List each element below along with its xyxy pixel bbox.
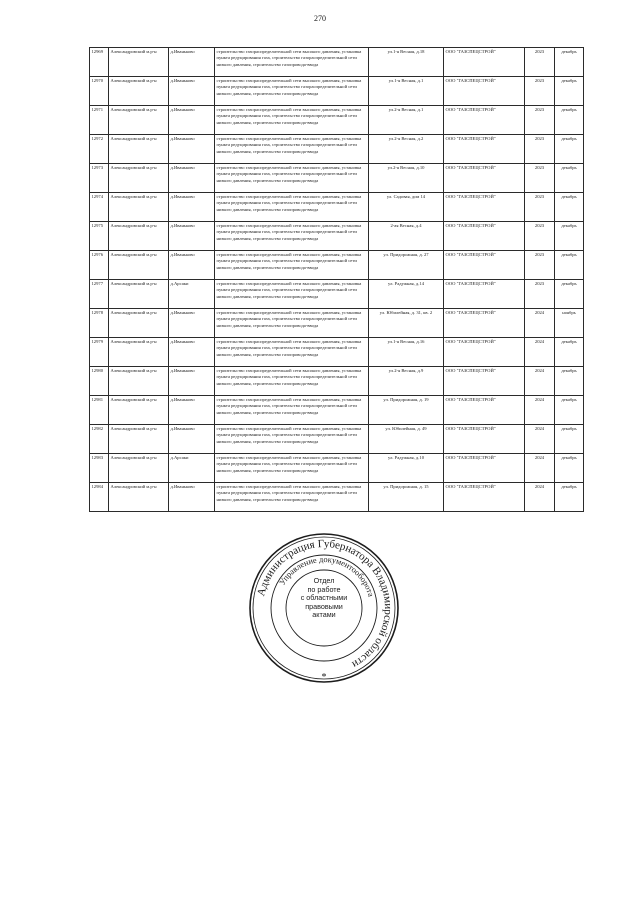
work-description-cell: строительство газораспределительной сети высокого давления, установка пункта редуцирования газа, строительство газораспределительной сети низкого давления, строительство газопровода-ввода	[215, 338, 369, 367]
district-cell: Александровский м.р-н	[109, 454, 169, 483]
organization-cell: ООО "ГАЗСПЕЦСТРОЙ"	[444, 280, 525, 309]
year-cell: 2023	[525, 77, 555, 106]
organization-cell: ООО "ГАЗСПЕЦСТРОЙ"	[444, 164, 525, 193]
organization-cell: ООО "ГАЗСПЕЦСТРОЙ"	[444, 338, 525, 367]
month-cell: декабрь	[555, 164, 584, 193]
work-description-cell: строительство газораспределительной сети высокого давления, установка пункта редуцирования газа, строительство газораспределительной сети низкого давления, строительство газопровода-ввода	[215, 251, 369, 280]
table-row	[90, 222, 584, 251]
year-cell: 2024	[525, 309, 555, 338]
locality-cell: д.Иваньково	[169, 222, 215, 251]
address-cell: ул. Юбилейная, д. 49	[369, 425, 444, 454]
organization-cell: ООО "ГАЗСПЕЦСТРОЙ"	[444, 483, 525, 512]
row-number-cell: 12970	[90, 77, 109, 106]
table-row	[90, 280, 584, 309]
district-cell: Александровский м.р-н	[109, 338, 169, 367]
month-cell: декабрь	[555, 48, 584, 77]
organization-cell: ООО "ГАЗСПЕЦСТРОЙ"	[444, 454, 525, 483]
stamp-center-line: Отдел	[313, 576, 335, 585]
month-cell: декабрь	[555, 425, 584, 454]
row-number-cell: 12974	[90, 193, 109, 222]
row-number-cell: 12969	[90, 48, 109, 77]
work-description-cell: строительство газораспределительной сети высокого давления, установка пункта редуцирования газа, строительство газораспределительной сети низкого давления, строительство газопровода-ввода	[215, 454, 369, 483]
year-cell: 2024	[525, 396, 555, 425]
month-cell: декабрь	[555, 280, 584, 309]
district-cell: Александровский м.р-н	[109, 164, 169, 193]
address-cell: ул.1-я Весная, д.1	[369, 77, 444, 106]
month-cell: декабрь	[555, 454, 584, 483]
district-cell: Александровский м.р-н	[109, 396, 169, 425]
stamp-center-text	[289, 577, 359, 620]
year-cell: 2024	[525, 338, 555, 367]
locality-cell: д.Иваньково	[169, 367, 215, 396]
locality-cell: д.Арсаки	[169, 280, 215, 309]
district-cell: Александровский м.р-н	[109, 135, 169, 164]
work-description-cell: строительство газораспределительной сети высокого давления, установка пункта редуцирования газа, строительство газораспределительной сети низкого давления, строительство газопровода-ввода	[215, 106, 369, 135]
address-cell: 2-ая Весная, д.4	[369, 222, 444, 251]
month-cell: декабрь	[555, 135, 584, 164]
table-row	[90, 454, 584, 483]
work-description-cell: строительство газораспределительной сети высокого давления, установка пункта редуцирования газа, строительство газораспределительной сети низкого давления, строительство газопровода-ввода	[215, 77, 369, 106]
address-cell: ул.1-я Весная, д.18	[369, 48, 444, 77]
row-number-cell: 12972	[90, 135, 109, 164]
locality-cell: д.Иваньково	[169, 77, 215, 106]
month-cell: декабрь	[555, 367, 584, 396]
work-description-cell: строительство газораспределительной сети высокого давления, установка пункта редуцирования газа, строительство газораспределительной сети низкого давления, строительство газопровода-ввода	[215, 222, 369, 251]
district-cell: Александровский м.р-н	[109, 367, 169, 396]
row-number-cell: 12973	[90, 164, 109, 193]
address-cell: ул. Садовая, дом 14	[369, 193, 444, 222]
table-row	[90, 367, 584, 396]
locality-cell: д.Иваньково	[169, 425, 215, 454]
table-row	[90, 164, 584, 193]
stamp-ring-text: Администрация Губернатора Владимирской области	[255, 537, 395, 671]
organization-cell: ООО "ГАЗСПЕЦСТРОЙ"	[444, 193, 525, 222]
year-cell: 2023	[525, 280, 555, 309]
district-cell: Александровский м.р-н	[109, 48, 169, 77]
address-cell: ул.2-я Весная, д.10	[369, 164, 444, 193]
table-row	[90, 251, 584, 280]
organization-cell: ООО "ГАЗСПЕЦСТРОЙ"	[444, 309, 525, 338]
year-cell: 2024	[525, 367, 555, 396]
organization-cell: ООО "ГАЗСПЕЦСТРОЙ"	[444, 106, 525, 135]
table-row	[90, 338, 584, 367]
year-cell: 2023	[525, 251, 555, 280]
table-row	[90, 106, 584, 135]
year-cell: 2023	[525, 193, 555, 222]
organization-cell: ООО "ГАЗСПЕЦСТРОЙ"	[444, 77, 525, 106]
registry-table-body	[90, 48, 584, 512]
district-cell: Александровский м.р-н	[109, 77, 169, 106]
table-row	[90, 396, 584, 425]
stamp-center-line: по работе	[307, 584, 341, 594]
work-description-cell: строительство газораспределительной сети высокого давления, установка пункта редуцирования газа, строительство газораспределительной сети низкого давления, строительство газопровода-ввода	[215, 309, 369, 338]
address-cell: ул. Юбилейная, д. 31, кв. 2	[369, 309, 444, 338]
table-row	[90, 48, 584, 77]
row-number-cell: 12979	[90, 338, 109, 367]
district-cell: Александровский м.р-н	[109, 309, 169, 338]
table-row	[90, 309, 584, 338]
address-cell: ул. Придорожная, д. 19	[369, 396, 444, 425]
organization-cell: ООО "ГАЗСПЕЦСТРОЙ"	[444, 396, 525, 425]
address-cell: ул. Придорожная, д. 15	[369, 483, 444, 512]
organization-cell: ООО "ГАЗСПЕЦСТРОЙ"	[444, 251, 525, 280]
work-description-cell: строительство газораспределительной сети высокого давления, установка пункта редуцирования газа, строительство газораспределительной сети низкого давления, строительство газопровода-ввода	[215, 48, 369, 77]
table-row	[90, 193, 584, 222]
locality-cell: д.Иваньково	[169, 309, 215, 338]
year-cell: 2024	[525, 425, 555, 454]
table-row	[90, 135, 584, 164]
work-description-cell: строительство газораспределительной сети высокого давления, установка пункта редуцирования газа, строительство газораспределительной сети низкого давления, строительство газопровода-ввода	[215, 425, 369, 454]
year-cell: 2023	[525, 164, 555, 193]
work-description-cell: строительство газораспределительной сети высокого давления, установка пункта редуцирования газа, строительство газораспределительной сети низкого давления, строительство газопровода-ввода	[215, 367, 369, 396]
row-number-cell: 12980	[90, 367, 109, 396]
year-cell: 2023	[525, 222, 555, 251]
address-cell: ул. Придорожная, д. 27	[369, 251, 444, 280]
year-cell: 2024	[525, 454, 555, 483]
stamp-center-line: актами	[312, 610, 336, 620]
locality-cell: д.Иваньково	[169, 193, 215, 222]
locality-cell: д.Иваньково	[169, 135, 215, 164]
row-number-cell: 12984	[90, 483, 109, 512]
month-cell: декабрь	[555, 106, 584, 135]
row-number-cell: 12977	[90, 280, 109, 309]
work-description-cell: строительство газораспределительной сети высокого давления, установка пункта редуцирования газа, строительство газораспределительной сети низкого давления, строительство газопровода-ввода	[215, 135, 369, 164]
locality-cell: д.Иваньково	[169, 251, 215, 280]
stamp-star: *	[321, 672, 327, 683]
month-cell: декабрь	[555, 396, 584, 425]
locality-cell: д.Иваньково	[169, 48, 215, 77]
locality-cell: д.Арсаки	[169, 454, 215, 483]
row-number-cell: 12983	[90, 454, 109, 483]
year-cell: 2023	[525, 135, 555, 164]
organization-cell: ООО "ГАЗСПЕЦСТРОЙ"	[444, 135, 525, 164]
address-cell: ул. Радужная, д.10	[369, 454, 444, 483]
district-cell: Александровский м.р-н	[109, 251, 169, 280]
district-cell: Александровский м.р-н	[109, 193, 169, 222]
locality-cell: д.Иваньково	[169, 396, 215, 425]
month-cell: декабрь	[555, 222, 584, 251]
row-number-cell: 12978	[90, 309, 109, 338]
address-cell: ул.2-я Весная, д.1	[369, 106, 444, 135]
year-cell: 2024	[525, 483, 555, 512]
table-row	[90, 77, 584, 106]
work-description-cell: строительство газораспределительной сети высокого давления, установка пункта редуцирования газа, строительство газораспределительной сети низкого давления, строительство газопровода-ввода	[215, 193, 369, 222]
month-cell: декабрь	[555, 338, 584, 367]
district-cell: Александровский м.р-н	[109, 280, 169, 309]
stamp-inner-ring-text: Управление документооборота	[277, 554, 376, 598]
work-description-cell: строительство газораспределительной сети высокого давления, установка пункта редуцирования газа, строительство газораспределительной сети низкого давления, строительство газопровода-ввода	[215, 483, 369, 512]
district-cell: Александровский м.р-н	[109, 106, 169, 135]
organization-cell: ООО "ГАЗСПЕЦСТРОЙ"	[444, 425, 525, 454]
work-description-cell: строительство газораспределительной сети высокого давления, установка пункта редуцирования газа, строительство газораспределительной сети низкого давления, строительство газопровода-ввода	[215, 280, 369, 309]
table-row	[90, 425, 584, 454]
work-description-cell: строительство газораспределительной сети высокого давления, установка пункта редуцирования газа, строительство газораспределительной сети низкого давления, строительство газопровода-ввода	[215, 164, 369, 193]
work-description-cell: строительство газораспределительной сети высокого давления, установка пункта редуцирования газа, строительство газораспределительной сети низкого давления, строительство газопровода-ввода	[215, 396, 369, 425]
organization-cell: ООО "ГАЗСПЕЦСТРОЙ"	[444, 367, 525, 396]
month-cell: декабрь	[555, 251, 584, 280]
district-cell: Александровский м.р-н	[109, 425, 169, 454]
row-number-cell: 12971	[90, 106, 109, 135]
locality-cell: д.Иваньково	[169, 483, 215, 512]
table-row	[90, 483, 584, 512]
address-cell: ул.2-я Весная, д.2	[369, 135, 444, 164]
locality-cell: д.Иваньково	[169, 164, 215, 193]
organization-cell: ООО "ГАЗСПЕЦСТРОЙ"	[444, 48, 525, 77]
organization-cell: ООО "ГАЗСПЕЦСТРОЙ"	[444, 222, 525, 251]
row-number-cell: 12975	[90, 222, 109, 251]
row-number-cell: 12976	[90, 251, 109, 280]
month-cell: декабрь	[555, 483, 584, 512]
registry-table	[89, 47, 584, 512]
row-number-cell: 12981	[90, 396, 109, 425]
district-cell: Александровский м.р-н	[109, 483, 169, 512]
stamp-center-line: правовыми	[305, 601, 343, 611]
month-cell: декабрь	[555, 77, 584, 106]
row-number-cell: 12982	[90, 425, 109, 454]
address-cell: ул.1-я Весная, д.16	[369, 338, 444, 367]
stamp-center-line: с областными	[300, 593, 348, 603]
month-cell: ноябрь	[555, 309, 584, 338]
address-cell: ул.2-я Весная, д.9	[369, 367, 444, 396]
official-stamp	[248, 532, 400, 684]
district-cell: Александровский м.р-н	[109, 222, 169, 251]
locality-cell: д.Иваньково	[169, 338, 215, 367]
month-cell: декабрь	[555, 193, 584, 222]
locality-cell: д.Иваньково	[169, 106, 215, 135]
year-cell: 2023	[525, 48, 555, 77]
page-number: 270	[314, 14, 326, 23]
address-cell: ул. Радужная, д.14	[369, 280, 444, 309]
year-cell: 2023	[525, 106, 555, 135]
